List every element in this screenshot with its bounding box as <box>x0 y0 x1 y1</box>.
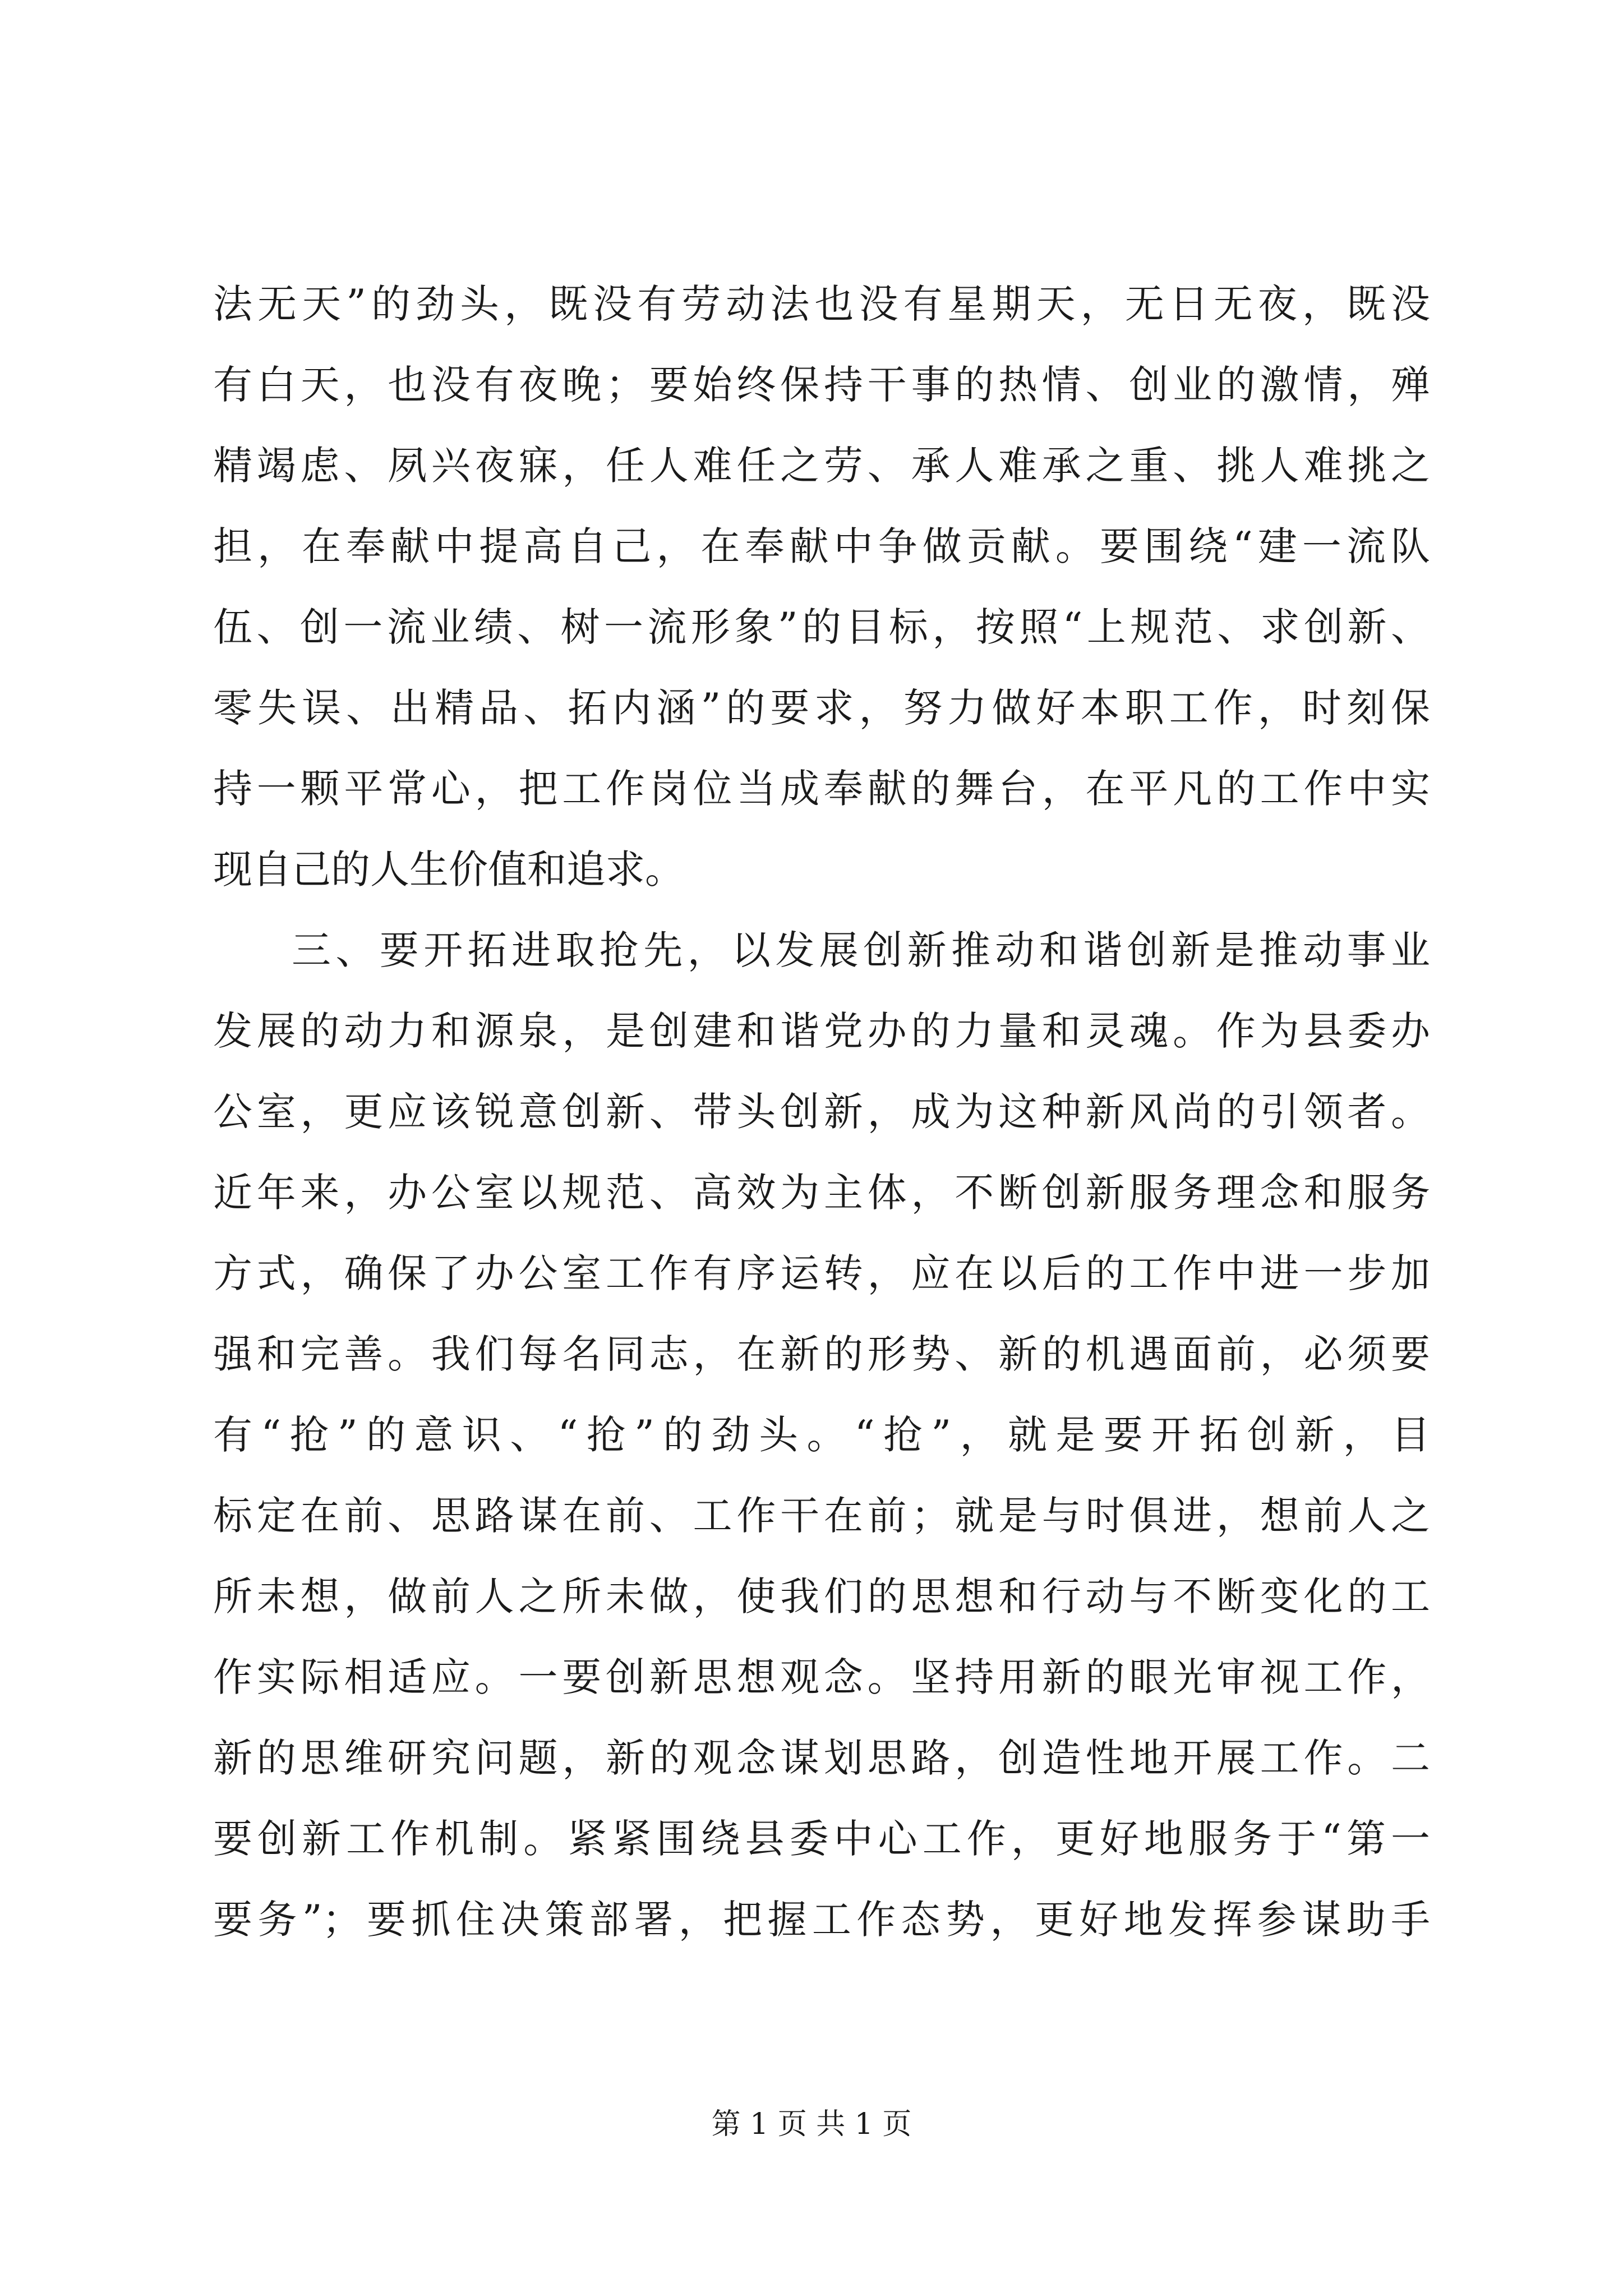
text-line: 近年来，办公室以规范、高效为主体，不断创新服务理念和服务 <box>213 1170 1430 1216</box>
text-line: 新的思维研究问题，新的观念谋划思路，创造性地开展工作。二 <box>213 1735 1430 1781</box>
paragraph <box>213 910 1430 1960</box>
text-line: 要创新工作机制。紧紧围绕县委中心工作，更好地服务于“第一 <box>213 1816 1430 1862</box>
text-line: 担，在奉献中提高自己，在奉献中争做贡献。要围绕“建一流队 <box>213 523 1430 569</box>
text-line: 三、要开拓进取抢先，以发展创新推动和谐创新是推动事业 <box>292 927 1430 973</box>
text-line: 公室，更应该锐意创新、带头创新，成为这种新风尚的引领者。 <box>213 1089 1430 1135</box>
text-line: 有白天，也没有夜晚；要始终保持干事的热情、创业的激情，殚 <box>213 362 1430 408</box>
paragraph <box>213 264 1430 910</box>
text-line: 现自己的人生价值和追求。 <box>213 846 684 892</box>
document-body <box>213 264 1430 1960</box>
text-line: 强和完善。我们每名同志，在新的形势、新的机遇面前，必须要 <box>213 1331 1430 1377</box>
page-footer: 第 1 页 共 1 页 <box>711 2108 912 2141</box>
text-line: 要务”；要抓住决策部署，把握工作态势，更好地发挥参谋助手 <box>213 1897 1430 1943</box>
text-line: 方式，确保了办公室工作有序运转，应在以后的工作中进一步加 <box>213 1250 1430 1296</box>
text-line: 法无天”的劲头，既没有劳动法也没有星期天，无日无夜，既没 <box>213 281 1430 327</box>
text-line: 精竭虑、夙兴夜寐，任人难任之劳、承人难承之重、挑人难挑之 <box>213 443 1430 489</box>
text-line: 有“抢”的意识、“抢”的劲头。“抢”，就是要开拓创新，目 <box>213 1412 1430 1458</box>
text-line: 零失误、出精品、拓内涵”的要求，努力做好本职工作，时刻保 <box>213 685 1430 731</box>
text-line: 作实际相适应。一要创新思想观念。坚持用新的眼光审视工作， <box>213 1654 1430 1700</box>
text-line: 伍、创一流业绩、树一流形象”的目标，按照“上规范、求创新、 <box>213 604 1430 650</box>
text-line: 所未想，做前人之所未做，使我们的思想和行动与不断变化的工 <box>213 1573 1430 1619</box>
text-line: 持一颗平常心，把工作岗位当成奉献的舞台，在平凡的工作中实 <box>213 766 1430 812</box>
text-line: 发展的动力和源泉，是创建和谐党办的力量和灵魂。作为县委办 <box>213 1008 1430 1054</box>
text-line: 标定在前、思路谋在前、工作干在前；就是与时俱进，想前人之 <box>213 1493 1430 1539</box>
